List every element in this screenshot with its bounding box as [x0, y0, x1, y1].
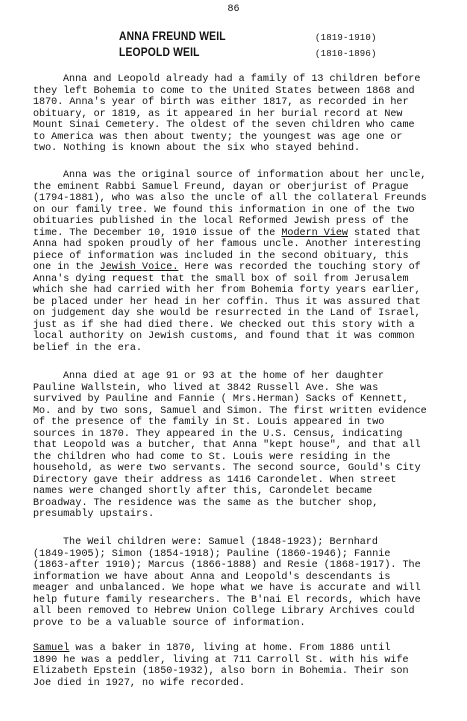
text-line: obituaries published in the local Reformed Jewish press of the	[33, 216, 409, 227]
text-line: (1849-1905); Simon (1854-1918); Pauline (1860-1946); Fannie	[33, 548, 391, 560]
text-line: to America was then about twenty; the youngest was age one or	[33, 131, 403, 143]
text-line-with-underline	[33, 262, 445, 274]
text-line: just as if she had died there. We checked out this story with a	[33, 319, 415, 331]
text-line: Broadway. The residence was the same as the butcher shop,	[33, 497, 379, 509]
text-line: The Weil children were: Samuel (1848-1923); Bernhard	[63, 537, 378, 548]
paragraph-anna-death	[33, 371, 445, 521]
text-line: Mo. and by two sons, Samuel and Simon. The first written evidence	[33, 405, 427, 417]
text-line: help future family researchers. The B'nai El records, which have	[33, 594, 421, 606]
text-line: of the presence of the family in St. Louis appeared in two	[33, 417, 385, 428]
text-line: local authority on Jewish customs, and found that it was common	[33, 331, 415, 342]
text-line: on our family tree. We found this information in one of the two	[33, 204, 415, 216]
text-line: 1870. Anna's year of birth was either 1817, as recorded in her	[33, 97, 409, 108]
text-line: be placed under her head in her coffin. Thus it was assured that	[33, 296, 421, 308]
text-line-with-underline	[33, 643, 445, 655]
text-line: household, as were two servants. The second source, Gould's City	[33, 463, 421, 474]
text-line-with-underline	[33, 228, 445, 240]
text-line: sources in 1870. They appeared in the U.S. Census, indicating	[33, 428, 403, 440]
text-line: Directory gave their address as 1416 Carondelet. When street	[33, 474, 397, 486]
text-line: which she had carried with her from Bohemia forty years earlier,	[33, 285, 421, 296]
text-line: Anna had spoken proudly of her famous uncle. Another interesting	[33, 239, 421, 250]
paragraph-family-intro	[33, 74, 445, 155]
text-line: Elizabeth Epstein (1850-1932), also born in Bohemia. Their son	[33, 666, 409, 677]
text-line: all been removed to Hebrew Union College Library Archives could	[33, 606, 415, 617]
page-number: 86	[227, 4, 240, 15]
text-line: the eminent Rabbi Samuel Freund, dayan or oberjurist of Prague	[33, 181, 409, 193]
text-line: Anna and Leopold already had a family of 13 children before	[63, 74, 421, 85]
text-segment: time. The December 10, 1910 issue of the	[33, 227, 282, 239]
name-samuel: Samuel	[33, 643, 70, 654]
text-line: obituary, or 1819, as it appeared in her burial record at New	[33, 108, 403, 120]
text-line: Anna died at age 91 or 93 at the home of her daughter	[63, 371, 385, 382]
text-line: belief in the era.	[33, 342, 143, 354]
text-line: Anna was the original source of information about her uncle,	[63, 170, 427, 181]
paragraph-samuel	[33, 643, 445, 689]
text-line: names were changed shortly after this, Carondelet became	[33, 486, 373, 497]
person-dates: (1810-1896)	[315, 49, 377, 59]
text-line: they left Bohemia to come to the United States between 1868 and	[33, 85, 415, 97]
newspaper-title-jewish-voice: Jewish Voice.	[99, 262, 179, 273]
text-line: Mount Sinai Cemetery. The oldest of the seven children who came	[33, 120, 415, 131]
text-line: meager and unbalanced. We hope what we have is accurate and will	[33, 583, 421, 594]
newspaper-title-modern-view: Modern View	[281, 227, 348, 239]
text-line: Joe died in 1927, no wife recorded.	[33, 677, 246, 689]
text-line: two. Nothing is known about the six who stayed behind.	[33, 143, 361, 154]
text-line: survived by Pauline and Fannie ( Mrs.Herman) Sacks of Kennett,	[33, 394, 409, 405]
text-line: prove to be a valuable source of information.	[33, 617, 306, 629]
text-segment: stated that	[348, 227, 421, 239]
text-line: the children who had come to St. Louis were residing in the	[33, 451, 391, 463]
text-line: 1890 he was a peddler, living at 711 Carroll St. with his wife	[33, 654, 409, 666]
paragraph-weil-children	[33, 537, 445, 629]
text-line: piece of information was included in the second obituary, this	[33, 250, 409, 262]
text-segment: was a baker in 1870, living at home. From 1886 until	[69, 643, 391, 654]
text-segment: one in the	[33, 262, 100, 273]
text-line: that Leopold was a butcher, that Anna "kept house", and that all	[33, 440, 421, 451]
text-line: (1863-after 1910); Marcus (1866-1888) and Resie (1868-1917). The	[33, 560, 421, 571]
text-line: Pauline Wallstein, who lived at 3842 Russell Ave. She was	[33, 382, 379, 394]
text-line: information we have about Anna and Leopold's descendants is	[33, 571, 391, 583]
person-name: LEOPOLD WEIL	[119, 45, 200, 59]
text-line: on judgement day she would be resurrected in the Land of Israel,	[33, 308, 421, 319]
text-line: (1794-1881), who was also the uncle of all the collateral Freunds	[33, 193, 427, 204]
heading-leopold	[119, 45, 419, 59]
paragraph-rabbi-freund	[33, 170, 445, 354]
text-segment: Here was recorded the touching story of	[178, 262, 421, 273]
person-dates: (1819-1910)	[315, 33, 377, 43]
text-line: Anna's dying request that the small box of soil from Jerusalem	[33, 273, 409, 285]
heading-anna	[119, 29, 419, 43]
text-line: presumably upstairs.	[33, 509, 155, 520]
person-name: ANNA FREUND WEIL	[119, 29, 226, 43]
